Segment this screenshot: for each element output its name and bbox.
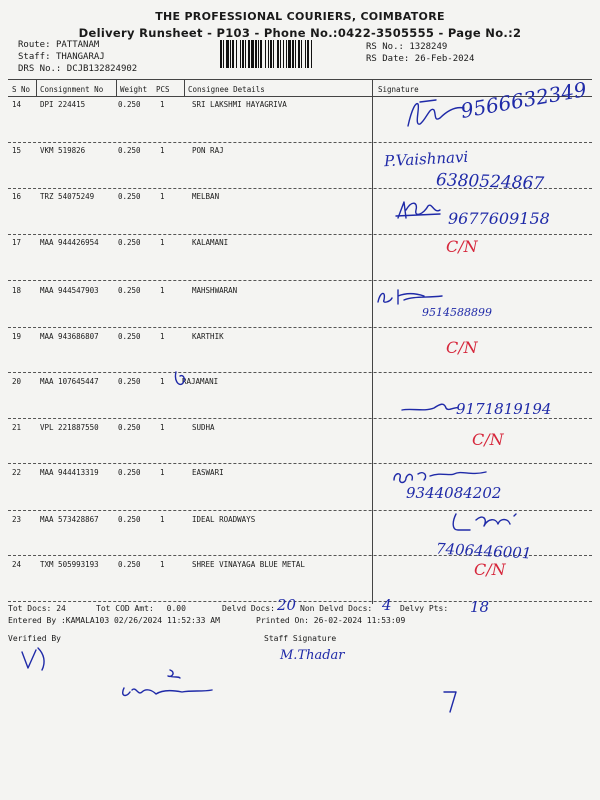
route-field: [18, 40, 99, 50]
staff-value: THANGARAJ: [55, 52, 105, 62]
handwritten-non-delvd-count: 4: [382, 596, 392, 614]
rs-no-value: 1328249: [409, 42, 448, 52]
row-pcs: 1: [160, 286, 165, 295]
non-delvd-docs-label: Non Delvd Docs:: [300, 604, 373, 613]
handwritten-phone: 9514588899: [422, 306, 492, 319]
col-divider: [184, 79, 185, 96]
row-separator: [8, 234, 592, 235]
verifier-signature: [18, 644, 58, 674]
row-consignee: PON RAJ: [192, 146, 224, 155]
handwritten-cn: C/N: [472, 430, 504, 449]
row-sno: 22: [12, 468, 22, 477]
row-consignment: VPL 221887550: [40, 423, 99, 432]
drs-field: [18, 64, 137, 74]
tot-cod: [96, 604, 186, 613]
row-consignee: MAHSHWARAN: [192, 286, 238, 295]
delvd-docs-label: Delvd Docs:: [222, 604, 275, 613]
row-weight: 0.250: [118, 286, 141, 295]
row-weight: 0.250: [118, 377, 141, 386]
signature-col-divider: [372, 79, 373, 604]
staff-signature-label: Staff Signature: [264, 634, 337, 643]
row-separator: [8, 418, 592, 419]
tot-docs: [8, 604, 66, 613]
row-weight: 0.250: [118, 423, 141, 432]
col-header-pcs: PCS: [156, 85, 170, 94]
col-header-weight: Weight: [120, 85, 148, 94]
handwritten-phone: 9677609158: [448, 209, 550, 228]
row-consignment: MAA 573428867: [40, 515, 99, 524]
handwritten-phone: 9344084202: [406, 484, 502, 502]
row-consignment: VKM 519826: [40, 146, 86, 155]
handwritten-cn: C/N: [446, 338, 478, 357]
document-title: Delivery Runsheet - P103 - Phone No.:0422-3505555 - Page No.:2: [78, 26, 522, 40]
printed-on: Printed On: 26-02-2024 11:53:09: [256, 616, 406, 625]
row-sno: 18: [12, 286, 22, 295]
row-sno: 19: [12, 332, 22, 341]
row-pcs: 1: [160, 146, 165, 155]
row-pcs: 1: [160, 332, 165, 341]
row-sno: 23: [12, 515, 22, 524]
row-pcs: 1: [160, 192, 165, 201]
verified-by-label: Verified By: [8, 634, 61, 643]
row-consignee: KARTHIK: [192, 332, 224, 341]
rs-no-label: RS No.:: [366, 42, 404, 52]
rs-date-field: [366, 54, 474, 64]
row-separator: [8, 463, 592, 464]
row-pcs: 1: [160, 238, 165, 247]
col-header-consignee: Consignee Details: [188, 85, 265, 94]
row-separator: [8, 142, 592, 143]
signature-scribble: [394, 196, 444, 226]
rs-no-field: [366, 42, 447, 52]
signature-scribble: [372, 286, 452, 308]
tot-docs-label: Tot Docs:: [8, 604, 52, 613]
row-weight: 0.250: [118, 192, 141, 201]
row-consignee: MELBAN: [192, 192, 220, 201]
pen-mark: [440, 688, 464, 716]
table-top-rule: [8, 79, 592, 80]
col-header-sno: S No: [12, 85, 31, 94]
row-weight: 0.250: [118, 560, 141, 569]
row-weight: 0.250: [118, 238, 141, 247]
rs-date-value: 26-Feb-2024: [414, 54, 475, 64]
row-consignment: TXM 505993193: [40, 560, 99, 569]
handwritten-name: P.Vaishnavi: [383, 147, 469, 171]
rs-date-label: RS Date:: [366, 54, 410, 64]
drs-label: DRS No.:: [18, 64, 62, 74]
row-weight: 0.250: [118, 332, 141, 341]
tot-docs-value: 24: [56, 604, 66, 613]
row-sno: 24: [12, 560, 22, 569]
handwritten-phone: 6380524867: [435, 170, 545, 194]
route-value: PATTANAM: [55, 40, 100, 50]
row-consignee: KALAMANI: [192, 238, 229, 247]
row-consignment: MAA 944547903: [40, 286, 99, 295]
row-separator: [8, 372, 592, 373]
barcode: [218, 40, 364, 68]
handwritten-phone: 9171819194: [456, 400, 552, 418]
route-label: Route:: [18, 40, 51, 50]
row-sno: 14: [12, 100, 22, 109]
initials-scribble: [118, 668, 218, 704]
staff-signature-handwritten: M.Thadar: [280, 648, 345, 663]
handwritten-delvy-pts: 18: [470, 598, 490, 616]
row-pcs: 1: [160, 560, 165, 569]
row-pcs: 1: [160, 100, 165, 109]
row-consignee: SUDHA: [192, 423, 215, 432]
checkmark: [172, 370, 188, 390]
row-pcs: 1: [160, 515, 165, 524]
row-pcs: 1: [160, 377, 165, 386]
row-consignment: MAA 944413319: [40, 468, 99, 477]
handwritten-phone: 9566632349: [458, 77, 589, 123]
tot-cod-value: 0.00: [166, 604, 186, 613]
row-weight: 0.250: [118, 100, 141, 109]
row-consignee: EASWARI: [192, 468, 224, 477]
row-consignee: SHREE VINAYAGA BLUE METAL: [192, 560, 305, 569]
row-sno: 17: [12, 238, 22, 247]
row-consignment: DPI 224415: [40, 100, 86, 109]
row-weight: 0.250: [118, 146, 141, 155]
delvy-pts-label: Delvy Pts:: [400, 604, 449, 613]
drs-value: DCJB132824902: [66, 64, 138, 74]
handwritten-cn: C/N: [446, 237, 478, 256]
signature-scribble: [400, 398, 460, 418]
row-pcs: 1: [160, 468, 165, 477]
row-separator: [8, 280, 592, 281]
handwritten-delvd-count: 20: [277, 596, 297, 614]
row-sno: 20: [12, 377, 22, 386]
row-sno: 16: [12, 192, 22, 201]
row-sno: 21: [12, 423, 22, 432]
row-consignment: MAA 943686807: [40, 332, 99, 341]
col-header-signature: Signature: [378, 85, 419, 94]
handwritten-cn: C/N: [474, 560, 506, 579]
staff-field: [18, 52, 105, 62]
col-header-consignment: Consignment No: [40, 85, 104, 94]
tot-cod-label: Tot COD Amt:: [96, 604, 154, 613]
row-consignment: MAA 107645447: [40, 377, 99, 386]
row-separator: [8, 601, 592, 602]
row-weight: 0.250: [118, 515, 141, 524]
row-consignment: MAA 944426954: [40, 238, 99, 247]
row-consignee: SRI LAKSHMI HAYAGRIVA: [192, 100, 287, 109]
row-pcs: 1: [160, 423, 165, 432]
row-weight: 0.250: [118, 468, 141, 477]
col-divider: [116, 79, 117, 96]
row-consignment: TRZ 54075249: [40, 192, 95, 201]
row-sno: 15: [12, 146, 22, 155]
row-separator: [8, 327, 592, 328]
col-divider: [36, 79, 37, 96]
entered-by: Entered By :KAMALA103 02/26/2024 11:52:33 AM: [8, 616, 220, 625]
company-name: THE PROFESSIONAL COURIERS, COIMBATORE: [155, 10, 445, 23]
row-consignee: IDEAL ROADWAYS: [192, 515, 256, 524]
staff-label: Staff:: [18, 52, 51, 62]
signature-scribble: [448, 510, 528, 536]
row-consignee: RAJAMANI: [182, 377, 219, 386]
handwritten-phone: 7406446001: [435, 539, 532, 563]
